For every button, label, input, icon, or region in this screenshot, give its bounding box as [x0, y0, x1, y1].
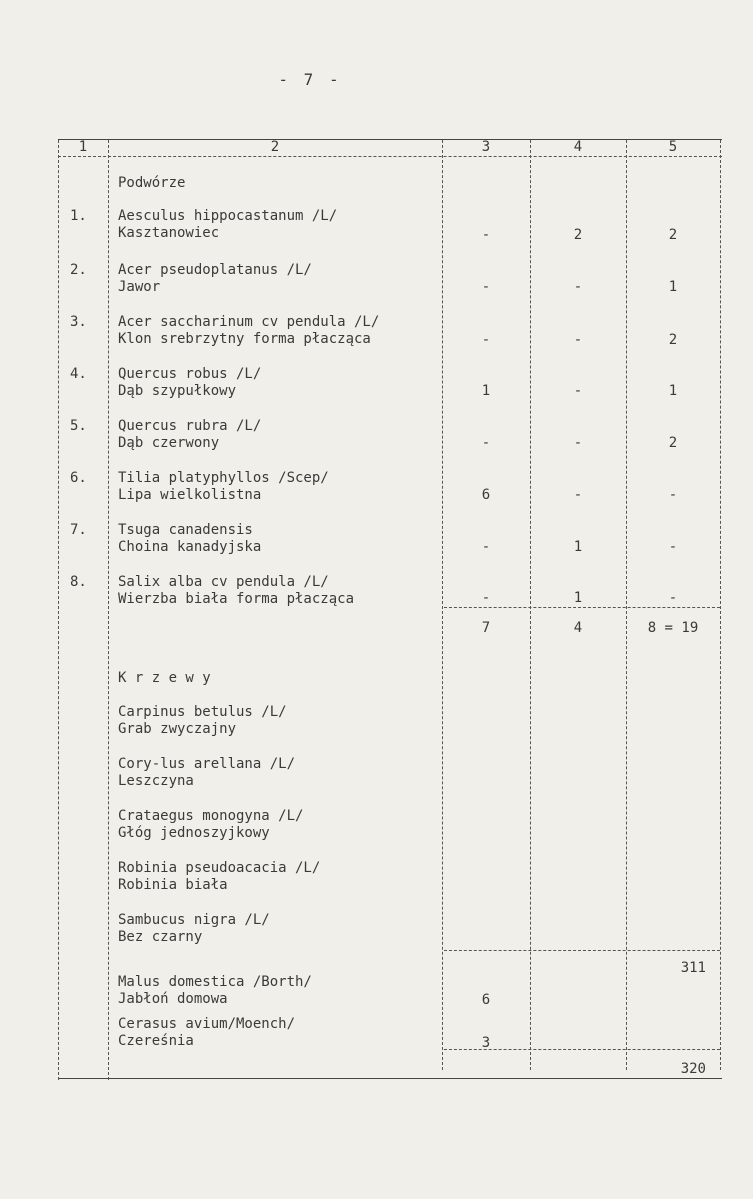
column-header-1: 1 [78, 139, 88, 155]
latin-name: Robinia pseudoacacia /L/ [118, 860, 321, 876]
fruit-count-col3: 6 [481, 992, 491, 1008]
shrubs-total-rule [444, 950, 720, 951]
count-col4: - [573, 279, 583, 295]
latin-name: Cerasus avium/Moench/ [118, 1016, 296, 1032]
count-col5: 2 [668, 332, 678, 348]
polish-name: Czereśnia [118, 1033, 194, 1049]
table-bottom-border [58, 1078, 722, 1079]
count-col5: 1 [668, 383, 678, 399]
count-col5: - [668, 487, 678, 503]
latin-name: Sambucus nigra /L/ [118, 912, 270, 928]
latin-name: Salix alba cv pendula /L/ [118, 574, 329, 590]
row-number: 4. [70, 366, 87, 382]
polish-name: Lipa wielkolistna [118, 487, 262, 503]
count-col3: - [481, 332, 491, 348]
count-col3: 1 [481, 383, 491, 399]
polish-name: Wierzba biała forma płacząca [118, 591, 355, 607]
subtotal-col3: 7 [481, 620, 491, 636]
section-title-shrubs: K r z e w y [118, 670, 211, 686]
count-col4: - [573, 487, 583, 503]
row-number: 1. [70, 208, 87, 224]
polish-name: Klon srebrzytny forma płacząca [118, 331, 371, 347]
polish-name: Jawor [118, 279, 161, 295]
subtotal-col4: 4 [573, 620, 583, 636]
row-number: 5. [70, 418, 87, 434]
header-bottom-border [58, 156, 722, 157]
polish-name: Grab zwyczajny [118, 721, 237, 737]
count-col4: - [573, 435, 583, 451]
col-divider-left [58, 140, 59, 1080]
count-col5: - [668, 590, 678, 606]
count-col3: - [481, 435, 491, 451]
polish-name: Robinia biała [118, 877, 228, 893]
count-col3: - [481, 539, 491, 555]
count-col5: 1 [668, 279, 678, 295]
shrubs-total: 311 [680, 960, 706, 976]
row-number: 2. [70, 262, 87, 278]
count-col5: 2 [668, 227, 678, 243]
polish-name: Bez czarny [118, 929, 203, 945]
column-header-2: 2 [270, 139, 280, 155]
polish-name: Dąb czerwony [118, 435, 220, 451]
grand-total: 320 [680, 1061, 706, 1077]
polish-name: Kasztanowiec [118, 225, 220, 241]
polish-name: Dąb szypułkowy [118, 383, 237, 399]
latin-name: Carpinus betulus /L/ [118, 704, 287, 720]
row-number: 3. [70, 314, 87, 330]
count-col4: - [573, 332, 583, 348]
column-header-5: 5 [668, 139, 678, 155]
fruit-count-col3: 3 [481, 1035, 491, 1051]
polish-name: Głóg jednoszyjkowy [118, 825, 270, 841]
latin-name: Acer pseudoplatanus /L/ [118, 262, 312, 278]
row-number: 6. [70, 470, 87, 486]
latin-name: Quercus rubra /L/ [118, 418, 262, 434]
inventory-table [58, 140, 722, 1085]
column-header-3: 3 [481, 139, 491, 155]
count-col4: - [573, 383, 583, 399]
latin-name: Malus domestica /Borth/ [118, 974, 312, 990]
latin-name: Tsuga canadensis [118, 522, 253, 538]
count-col4: 2 [573, 227, 583, 243]
polish-name: Choina kanadyjska [118, 539, 262, 555]
row-number: 7. [70, 522, 87, 538]
latin-name: Cory-lus arellana /L/ [118, 756, 296, 772]
count-col3: - [481, 590, 491, 606]
latin-name: Tilia platyphyllos /Scep/ [118, 470, 329, 486]
count-col4: 1 [573, 539, 583, 555]
polish-name: Leszczyna [118, 773, 194, 789]
page-number: - 7 - [278, 70, 342, 89]
col-divider-1 [108, 140, 109, 1080]
latin-name: Acer saccharinum cv pendula /L/ [118, 314, 380, 330]
subtotal-rule [444, 607, 720, 608]
col-divider-right [720, 140, 721, 1070]
column-header-4: 4 [573, 139, 583, 155]
latin-name: Crataegus monogyna /L/ [118, 808, 304, 824]
count-col5: - [668, 539, 678, 555]
latin-name: Quercus robus /L/ [118, 366, 262, 382]
latin-name: Aesculus hippocastanum /L/ [118, 208, 338, 224]
count-col3: - [481, 279, 491, 295]
polish-name: Jabłoń domowa [118, 991, 228, 1007]
count-col3: 6 [481, 487, 491, 503]
count-col4: 1 [573, 590, 583, 606]
subtotal-col5: 8 = 19 [647, 620, 699, 636]
row-number: 8. [70, 574, 87, 590]
count-col5: 2 [668, 435, 678, 451]
count-col3: - [481, 227, 491, 243]
section-title-courtyard: Podwórze [118, 175, 186, 191]
